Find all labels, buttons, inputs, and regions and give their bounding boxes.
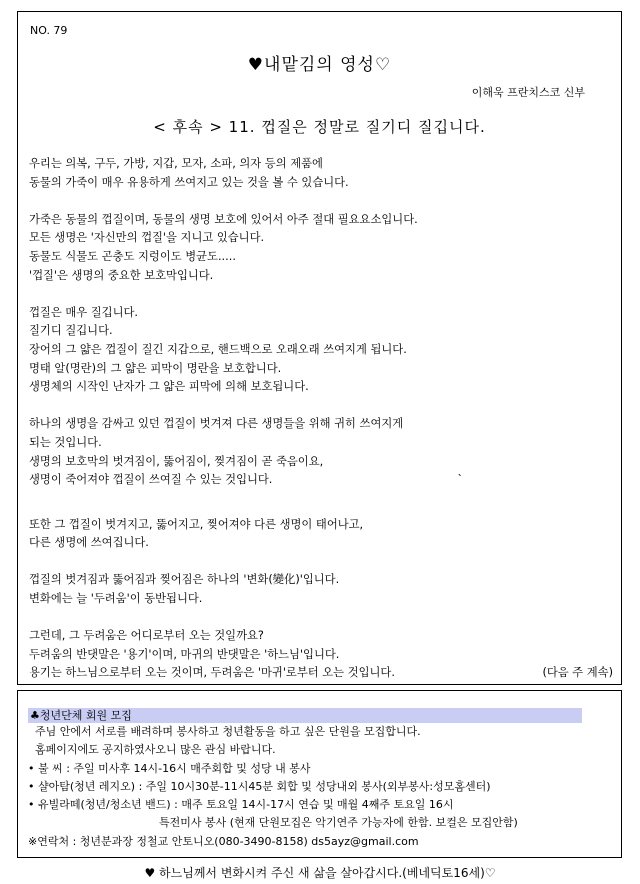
author: 이해욱 프란치스코 신부 (471, 86, 585, 99)
text-line: 되는 것입니다. (29, 435, 102, 449)
paragraph (29, 627, 613, 683)
notice-bullet: • 유빌라떼(청년/청소년 밴드) : 매주 토요일 14시-17시 연습 및 매월 4째주 토요일 16시 (28, 798, 454, 812)
text-line: 모든 생명은 '자신만의 껍질'을 지니고 있습니다. (29, 231, 265, 245)
text-line (29, 664, 613, 683)
text-line: 우리는 의복, 구두, 가방, 지갑, 모자, 소파, 의자 등의 제품에 (29, 157, 323, 170)
text-line: 생명의 보호막의 벗겨짐이, 뚫어짐이, 찢겨짐이 곧 죽음이요, (29, 454, 324, 468)
contact-info: ※연락처 : 청년분과장 정철교 안토니오(080-3490-8158) ds5ayz@gmail.com (28, 834, 419, 848)
text-line: 또한 그 껍질이 벗겨지고, 뚫어지고, 찢어져야 다른 생명이 태어나고, (29, 517, 364, 531)
notice-line: 주님 안에서 서로를 배려하며 봉사하고 청년활동을 하고 싶은 단원을 모집합니다. (35, 725, 421, 738)
text-line: 명태 알(명란)의 그 얇은 피막이 명란을 보호합니다. (29, 361, 282, 375)
text-line: 질기디 질깁니다. (29, 324, 113, 338)
text-line-content: 생명이 죽어져야 껍질이 쓰여질 수 있는 것입니다. (29, 473, 273, 487)
continued-note: (다음 주 계속) (542, 666, 613, 680)
notice-line: 특전미사 봉사 (현재 단원모집은 악기연주 가능자에 한함. 보컬은 모집안함) (159, 816, 518, 830)
text-line: 그런데, 그 두려움은 어디로부터 오는 것일까요? (29, 629, 264, 643)
sermon-box (17, 11, 622, 685)
sermon-body (29, 155, 613, 702)
notice-bullet: • 불 씨 : 주일 미사후 14시-16시 매주회합 및 성당 내 봉사 (28, 761, 311, 775)
notice-body (28, 723, 613, 851)
recruitment-notice (17, 690, 622, 858)
paragraph (29, 211, 613, 285)
paragraph (29, 304, 613, 397)
page-title: ♥내맡김의 영성♡ (247, 55, 392, 75)
text-line: 장어의 그 얇은 껍질이 질긴 지갑으로, 핸드백으로 오래오래 쓰여지게 됩니다. (29, 342, 407, 356)
text-line: 동물도 식물도 곤충도 지렁이도 병균도..... (29, 249, 236, 263)
text-line (29, 471, 613, 490)
issue-number: NO. 79 (30, 24, 68, 37)
notice-bullet: • 샬아탐(청년 레지오) : 주일 10시30분-11시45분 회합 및 성당내외 봉사(외부봉사:성모홈센터) (28, 779, 491, 793)
text-line: 껍질은 매우 질깁니다. (29, 305, 138, 319)
paragraph (29, 155, 613, 192)
text-line: 가죽은 동물의 껍질이며, 동물의 생명 보호에 있어서 아주 절대 필요요소입니다. (29, 212, 418, 226)
text-line: 다른 생명에 쓰여집니다. (29, 536, 149, 550)
text-line: 생명체의 시작인 난자가 그 얇은 피막에 의해 보호됩니다. (29, 380, 309, 394)
text-line: '껍질'은 생명의 중요한 보호막입니다. (29, 268, 214, 282)
notice-line: 홈페이지에도 공지하였사오니 많은 관심 바랍니다. (35, 743, 276, 757)
text-line: 두려움의 반댓말은 '용기'이며, 마귀의 반댓말은 '하느님'입니다. (29, 647, 340, 661)
notice-title: ♣청년단체 회원 모집 (28, 708, 582, 723)
sermon-subtitle: < 후속 > 11. 껍질은 정말로 질기디 질깁니다. (153, 118, 486, 136)
paragraph (29, 571, 613, 608)
footer-quote: ♥ 하느님께서 변화시켜 주신 새 삶을 살아갑시다.(베네딕토16세)♡ (144, 866, 496, 880)
text-line: 껍질의 벗겨짐과 뚫어짐과 찢어짐은 하나의 '변화(變化)'입니다. (29, 573, 340, 587)
paragraph (29, 415, 613, 489)
text-line: 하나의 생명을 감싸고 있던 껍질이 벗겨져 다른 생명들을 위해 귀히 쓰여지게 (29, 417, 404, 431)
text-line: 동물의 가죽이 매우 유용하게 쓰여지고 있는 것을 볼 수 있습니다. (29, 175, 349, 189)
stray-mark: ` (457, 473, 463, 487)
paragraph (29, 516, 613, 553)
text-line: 변화에는 늘 '두려움'이 동반됩니다. (29, 592, 203, 606)
text-line-content: 용기는 하느님으로부터 오는 것이며, 두려움은 '마귀'로부터 오는 것입니다. (29, 666, 395, 680)
